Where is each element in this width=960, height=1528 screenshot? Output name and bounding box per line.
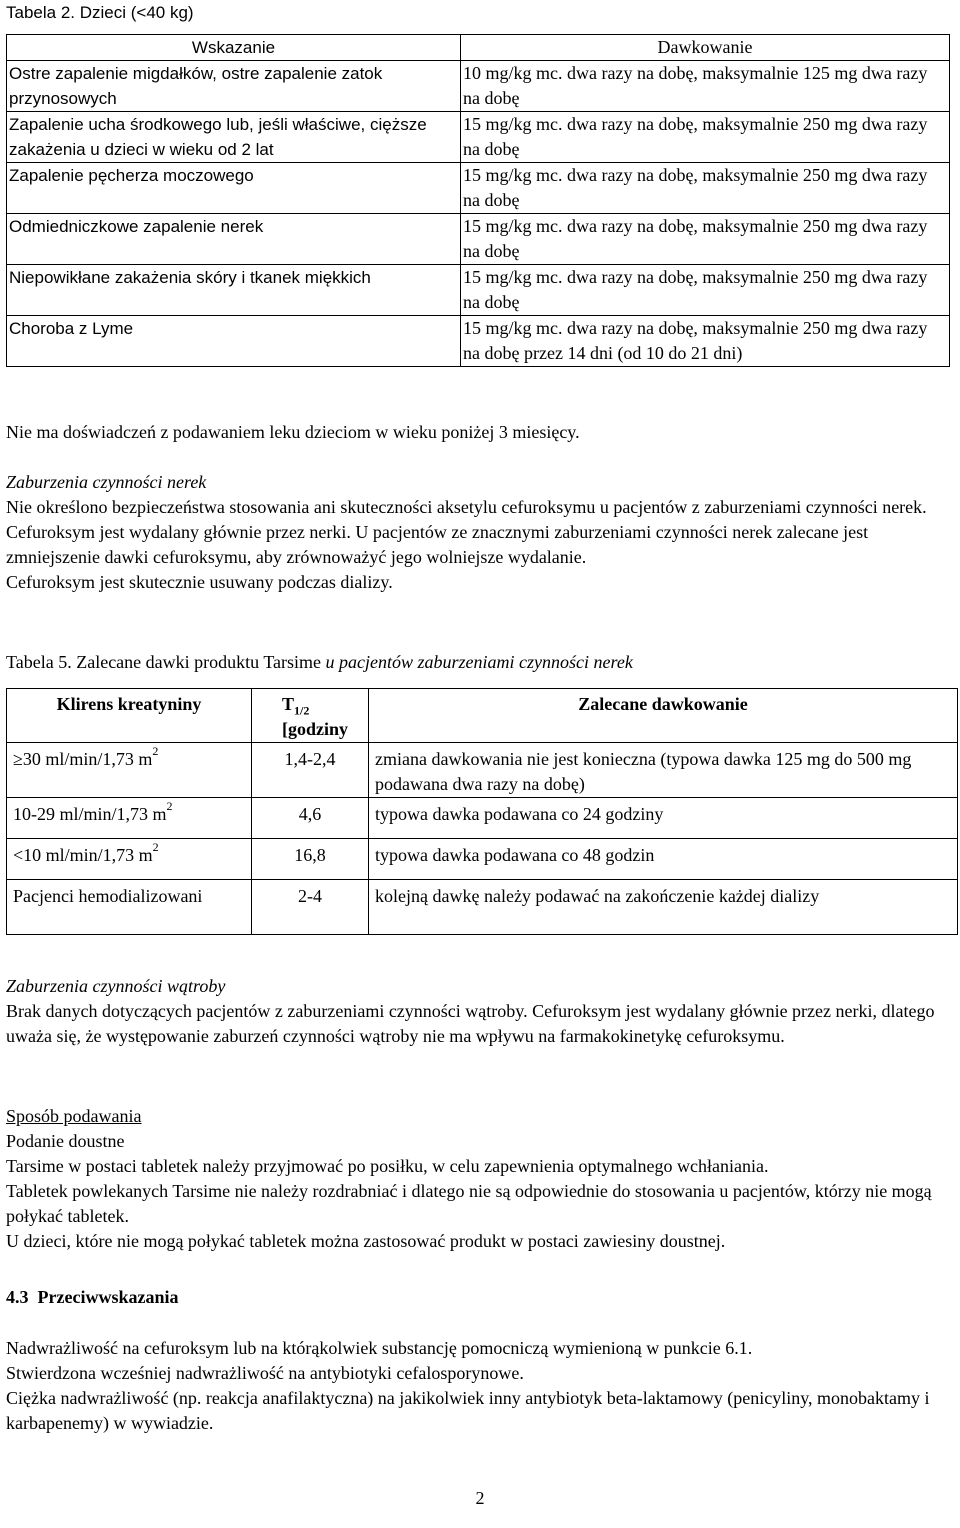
header-t-sub: 1/2	[294, 703, 310, 718]
table-row	[7, 880, 958, 935]
section-heading	[6, 1285, 178, 1310]
table-renal-dosage	[6, 688, 958, 935]
table-row	[7, 798, 958, 839]
contraindications-paragraph-1: Nadwrażliwość na cefuroksym lub na którąkolwiek substancję pomocniczą wymienioną w punkcie 6.1.	[6, 1338, 753, 1358]
cell-indication: Zapalenie pęcherza moczowego	[7, 163, 461, 214]
hepatic-section	[6, 974, 956, 1049]
cell-dosage: 15 mg/kg mc. dwa razy na dobę, maksymalnie 250 mg dwa razy na dobę	[461, 112, 950, 163]
table-row	[7, 112, 950, 163]
page-number: 2	[475, 1488, 485, 1508]
greater-equal-symbol: ≥	[13, 749, 23, 769]
table-row	[7, 839, 958, 880]
cell-clearance: ≥30 ml/min/1,73 $m^2$	[7, 743, 252, 798]
table-row	[7, 214, 950, 265]
cell-half-life: 16,8	[252, 839, 369, 880]
header-half-life	[252, 689, 369, 743]
hepatic-paragraph: Brak danych dotyczących pacjentów z zaburzeniami czynności wątroby. Cefuroksym jest wydalany głównie przez nerki, dlatego uważa się, że występowanie zaburzeń czynności wątroby nie ma wpływu na farmakokinetykę cefuroksymu.	[6, 1001, 935, 1046]
header-clearance: Klirens kreatyniny	[7, 689, 252, 743]
administration-paragraph-1: Tarsime w postaci tabletek należy przyjmować po posiłku, w celu zapewnienia optymalnego wchłaniania.	[6, 1156, 769, 1176]
administration-subheading: Podanie doustne	[6, 1131, 125, 1151]
cell-dose: typowa dawka podawana co 24 godziny	[369, 798, 958, 839]
table5-caption-mid: Zalecane dawki produktu Tarsime	[71, 652, 326, 672]
table-row	[7, 163, 950, 214]
table5-caption	[6, 650, 956, 675]
table-row	[7, 316, 950, 367]
contraindications-paragraph-3: Ciężka nadwrażliwość (np. reakcja anafilaktyczna) na jakikolwiek inny antybiotyk beta-laktamowy (penicyliny, monobaktamy i karbapenemy) w wywiadzie.	[6, 1388, 930, 1433]
cell-dosage: 15 mg/kg mc. dwa razy na dobę, maksymalnie 250 mg dwa razy na dobę	[461, 265, 950, 316]
renal-paragraph-1: Nie określono bezpieczeństwa stosowania ani skuteczności aksetylu cefuroksymu u pacjentów z zaburzeniami czynności nerek.	[6, 497, 927, 517]
table-row	[7, 265, 950, 316]
renal-paragraph-2: Cefuroksym jest wydalany głównie przez nerki. U pacjentów ze znacznymi zaburzeniami czynności nerek zalecane jest zmniejszenie dawki cefuroksymu, aby zrównoważyć jego wolniejsze wydalanie.	[6, 522, 869, 567]
table5-caption-prefix: Tabela 5.	[6, 652, 72, 672]
cell-dose: zmiana dawkowania nie jest konieczna (typowa dawka 125 mg do 500 mg podawana dwa razy na dobę)	[369, 743, 958, 798]
cell-indication: Choroba z Lyme	[7, 316, 461, 367]
cell-dosage: 15 mg/kg mc. dwa razy na dobę, maksymalnie 250 mg dwa razy na dobę	[461, 163, 950, 214]
cell-clearance: <10 ml/min/1,73 $m^2$	[7, 839, 252, 880]
cell-dose: kolejną dawkę należy podawać na zakończenie każdej dializy	[369, 880, 958, 935]
administration-paragraph-3: U dzieci, które nie mogą połykać tabletek można zastosować produkt w postaci zawiesiny doustnej.	[6, 1231, 726, 1251]
cell-clearance: Pacjenci hemodializowani	[7, 880, 252, 935]
cell-clearance: 10-29 ml/min/1,73 $m^2$	[7, 798, 252, 839]
cell-half-life: 4,6	[252, 798, 369, 839]
cell-dosage: 15 mg/kg mc. dwa razy na dobę, maksymalnie 250 mg dwa razy na dobę	[461, 214, 950, 265]
header-t-unit: [godziny	[282, 719, 349, 739]
cell-dosage: 10 mg/kg mc. dwa razy na dobę, maksymalnie 125 mg dwa razy na dobę	[461, 61, 950, 112]
administration-paragraph-2: Tabletek powlekanych Tarsime nie należy rozdrabniać i dlatego nie są odpowiednie do stosowania u pacjentów, którzy nie mogą połykać tabletek.	[6, 1181, 932, 1226]
cell-dose: typowa dawka podawana co 48 godzin	[369, 839, 958, 880]
cell-half-life: 1,4-2,4	[252, 743, 369, 798]
table-children-dosage	[6, 34, 950, 367]
hepatic-heading: Zaburzenia czynności wątroby	[6, 976, 226, 996]
note-children: Nie ma doświadczeń z podawaniem leku dzieciom w wieku poniżej 3 miesięcy.	[6, 422, 580, 442]
header-dosage: Dawkowanie	[461, 35, 950, 61]
cell-half-life: 2-4	[252, 880, 369, 935]
table-row	[7, 743, 958, 798]
table2-caption: Tabela 2. Dzieci (<40 kg)	[6, 3, 194, 22]
header-dose: Zalecane dawkowanie	[369, 689, 958, 743]
administration-heading: Sposób podawania	[6, 1106, 142, 1126]
cell-dosage: 15 mg/kg mc. dwa razy na dobę, maksymalnie 250 mg dwa razy na dobę przez 14 dni (od 10 do 21 dni)	[461, 316, 950, 367]
table-header-row	[7, 35, 950, 61]
section-number: 4.3	[6, 1287, 29, 1307]
header-t: T	[282, 694, 295, 714]
contraindications-paragraph-2: Stwierdzona wcześniej nadwrażliwość na antybiotyki cefalosporynowe.	[6, 1363, 524, 1383]
renal-paragraph-3: Cefuroksym jest skutecznie usuwany podczas dializy.	[6, 572, 393, 592]
header-indication: Wskazanie	[7, 35, 461, 61]
table5-caption-italic: u pacjentów zaburzeniami czynności nerek	[325, 652, 633, 672]
cell-indication: Odmiedniczkowe zapalenie nerek	[7, 214, 461, 265]
table-header-row	[7, 689, 958, 743]
cell-indication: Zapalenie ucha środkowego lub, jeśli właściwe, cięższe zakażenia u dzieci w wieku od 2 lat	[7, 112, 461, 163]
section-title: Przeciwwskazania	[37, 1287, 179, 1307]
renal-heading: Zaburzenia czynności nerek	[6, 472, 207, 492]
contraindications-section	[6, 1336, 956, 1436]
renal-section	[6, 470, 956, 595]
cell-indication: Niepowikłane zakażenia skóry i tkanek miękkich	[7, 265, 461, 316]
administration-section	[6, 1104, 958, 1254]
cell-indication: Ostre zapalenie migdałków, ostre zapalenie zatok przynosowych	[7, 61, 461, 112]
table-row	[7, 61, 950, 112]
